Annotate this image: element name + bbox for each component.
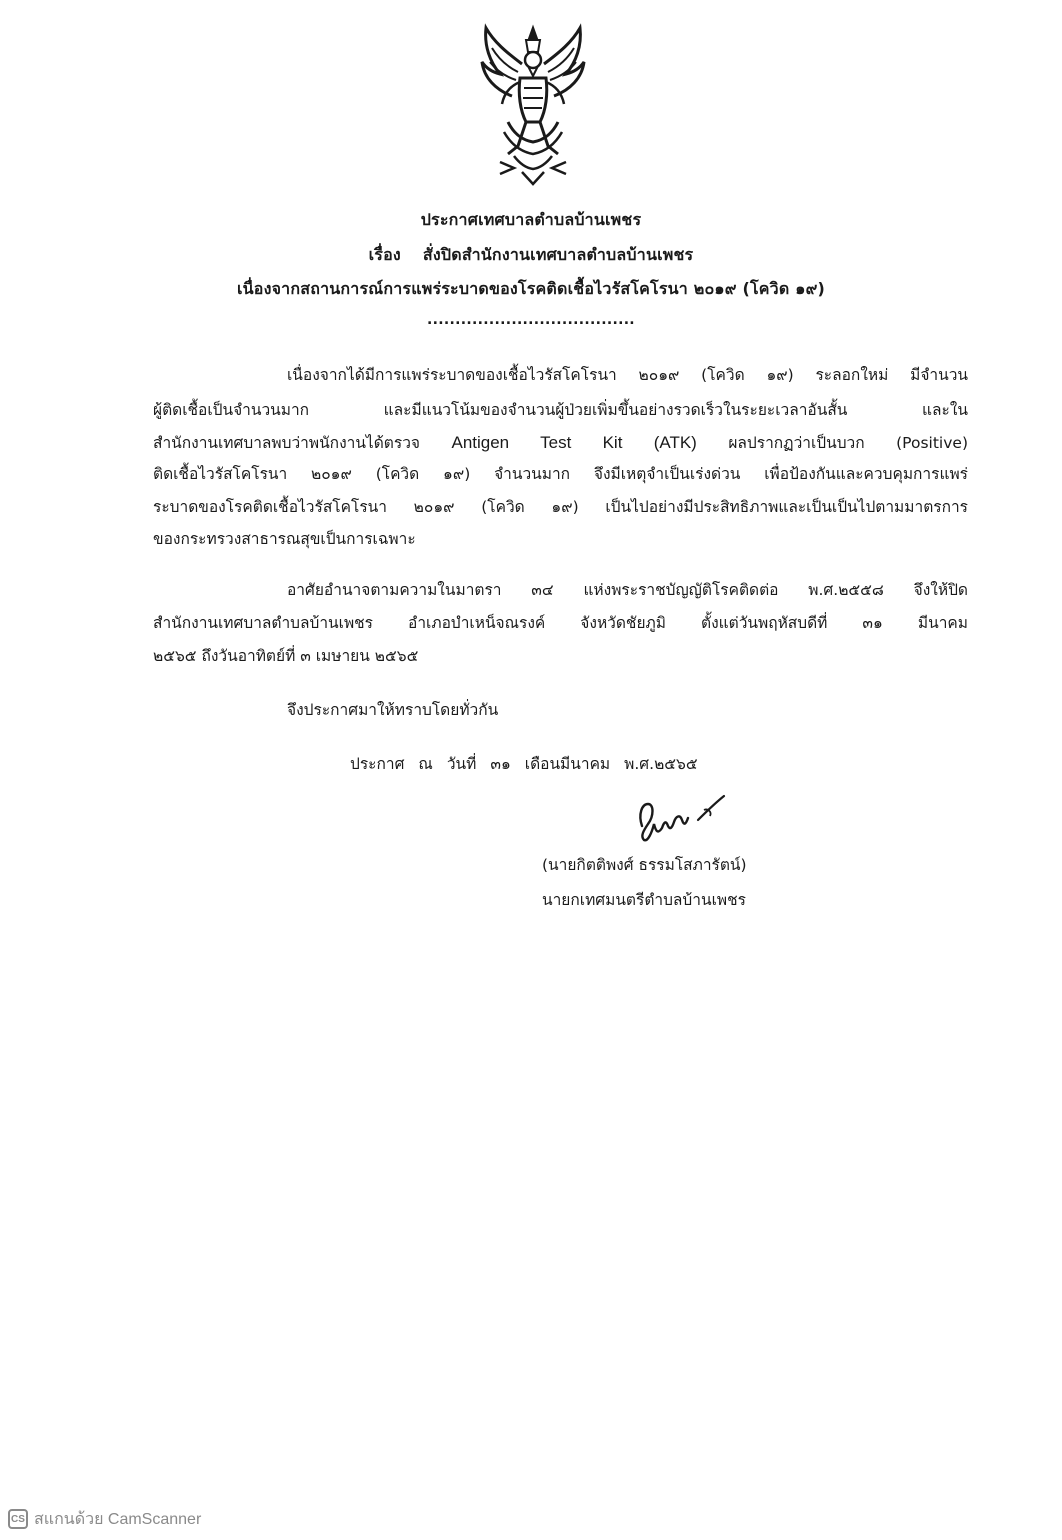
date-line bbox=[350, 751, 712, 776]
atk-text: Antigen Test Kit (ATK) bbox=[451, 433, 697, 452]
paragraph1-line3 bbox=[153, 430, 968, 455]
paragraph2-line2: สำนักงานเทศบาลตำบลบ้านเพชร อำเภอบำเหน็จณรงค์ จังหวัดชัยภูมิ ตั้งแต่วันพฤหัสบดีที่ ๓๑ มีนาคม bbox=[153, 614, 968, 632]
closing-line: จึงประกาศมาให้ทราบโดยทั่วกัน bbox=[287, 701, 499, 719]
paragraph2-line1: อาศัยอำนาจตามความในมาตรา ๓๔ แห่งพระราชบัญญัติโรคติดต่อ พ.ศ.๒๕๕๘ จึงให้ปิด bbox=[287, 581, 968, 599]
date-year: พ.ศ.๒๕๖๕ bbox=[624, 755, 698, 773]
date-month: เดือนมีนาคม bbox=[524, 755, 611, 773]
camscanner-logo-icon: CS bbox=[8, 1509, 28, 1529]
scanner-watermark bbox=[8, 1508, 201, 1530]
signatory-position: นายกเทศมนตรีตำบลบ้านเพชร bbox=[542, 891, 746, 909]
paragraph1-line4: ติดเชื้อไวรัสโคโรนา ๒๐๑๙ (โควิด ๑๙) จำนวนมาก จึงมีเหตุจำเป็นเร่งด่วน เพื่อป้องกันและควบคุมการแพร่ bbox=[153, 465, 968, 483]
signatory-name: (นายกิตติพงศ์ ธรรมโสภารัตน์) bbox=[542, 856, 747, 874]
separator-dots: ..................................... bbox=[427, 312, 635, 328]
paragraph1-line1: เนื่องจากได้มีการแพร่ระบาดของเชื้อไวรัสโคโรนา ๒๐๑๙ (โควิด ๑๙) ระลอกใหม่ มีจำนวน bbox=[287, 366, 968, 384]
subject-continuation: เนื่องจากสถานการณ์การแพร่ระบาดของโรคติดเชื้อไวรัสโคโรนา ๒๐๑๙ (โควิด ๑๙) bbox=[236, 279, 826, 298]
date-day: ๓๑ bbox=[490, 755, 511, 773]
paragraph1-line3-c: ผลปรากฏว่าเป็นบวก (Positive) bbox=[728, 434, 968, 452]
paragraph2-line3: ๒๕๖๕ ถึงวันอาทิตย์ที่ ๓ เมษายน ๒๕๖๕ bbox=[153, 647, 419, 665]
handwritten-signature bbox=[628, 790, 740, 850]
paragraph1-line5: ระบาดของโรคติดเชื้อไวรัสโคโรนา ๒๐๑๙ (โควิด ๑๙) เป็นไปอย่างมีประสิทธิภาพและเป็นเป็นไปตามมาตรการ bbox=[153, 498, 968, 516]
paragraph1-line2: ผู้ติดเชื้อเป็นจำนวนมาก และมีแนวโน้มของจำนวนผู้ป่วยเพิ่มขึ้นอย่างรวดเร็วในระยะเวลาอันสั้น และใน bbox=[153, 401, 968, 419]
subject-label: เรื่อง bbox=[368, 245, 401, 264]
subject-text: สั่งปิดสำนักงานเทศบาลตำบลบ้านเพชร bbox=[422, 245, 694, 264]
date-at: ณ bbox=[418, 755, 433, 773]
announcement-title: ประกาศเทศบาลตำบลบ้านเพชร bbox=[420, 210, 642, 229]
date-prefix: ประกาศ bbox=[350, 755, 405, 773]
scanner-watermark-text: สแกนด้วย CamScanner bbox=[34, 1510, 202, 1528]
subject-line bbox=[0, 243, 1062, 268]
paragraph1-line6: ของกระทรวงสาธารณสุขเป็นการเฉพาะ bbox=[153, 530, 416, 548]
date-day-label: วันที่ bbox=[446, 755, 477, 773]
garuda-emblem bbox=[478, 22, 588, 187]
paragraph1-line3-a: สำนักงานเทศบาลพบว่าพนักงานได้ตรวจ bbox=[153, 434, 420, 452]
